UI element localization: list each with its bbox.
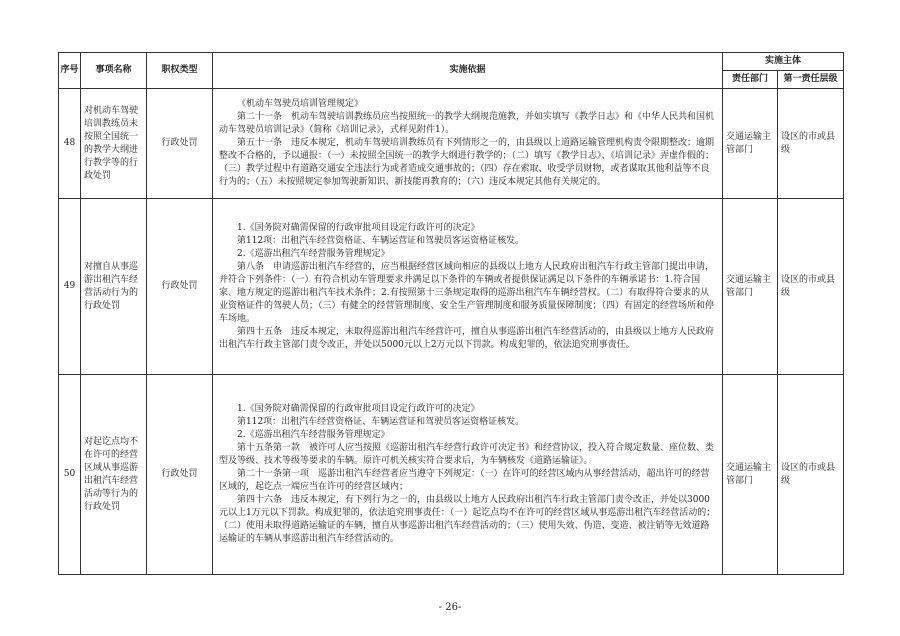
row-category: 行政处罚 [147,89,213,199]
col-header-subject: 实施主体 [723,53,844,71]
basis-paragraph: 第八条 申请巡游出租汽车经营的，应当根据经营区域向相应的县级以上地方人民政府出租汽车行政主管部门提出申请，并符合下列条件：（一）有符合机动车管理要求并满足以下条件的车辆或者提供保证满足以下条件的车辆承诺书：1.符合国家、地方规定的巡游出租汽车技术条件；2.有按照第十三条规定取得的巡游出租汽车车辆经营权。（二）有取得符合要求的从业资格证件的驾驶人员；（三）有健全的经营管理制度、安全生产管理制度和服务质量保障制度；（四）有固定的经营场所和停车场地。 [219,261,715,324]
permission-table [58,52,844,575]
basis-paragraph: 第四十六条 违反本规定，有下列行为之一的，由县级以上地方人民政府出租汽车行政主管部门责令改正，并处以3000元以上1万元以下罚款。构成犯罪的，依法追究刑事责任：（一）起讫点均不在许可的经营区域从事巡游出租汽车经营活动的；（二）使用未取得道路运输证的车辆，擅自从事巡游出租汽车经营活动的；（三）使用失效、伪造、变造、被注销等无效道路运输证的车辆从事巡游出租汽车经营活动的。 [219,495,716,544]
table-row [59,199,844,375]
row-basis [213,375,723,575]
col-header-basis: 实施依据 [213,53,723,89]
row-item-name: 对擅自从事巡游出租汽车经营活动行为的行政处罚 [81,199,147,375]
row-seq: 48 [59,89,81,199]
col-header-seq: 序号 [59,53,81,89]
row-basis [213,199,723,375]
row-item-name: 对机动车驾驶培训教练员未按照全国统一的教学大纲进行教学等的行政处罚 [81,89,147,199]
col-header-item-name: 事项名称 [81,53,147,89]
basis-paragraph: 第四十五条 违反本规定，未取得巡游出租汽车经营许可，擅自从事巡游出租汽车经营活动的，由县级以上地方人民政府出租汽车行政主管部门责令改正，并处以5000元以上2万元以下罚款。构成犯罪的，依法追究刑事责任。 [219,326,715,350]
basis-paragraph: 第112项：出租汽车经营资格证、车辆运营证和驾驶员客运资格证核发。 [237,235,525,246]
basis-paragraph: 第五十一条 违反本规定，机动车驾驶培训教练员有下列情形之一的，由县级以上道路运输管理机构责令限期整改；逾期整改不合格的，予以通报：（一）未按照全国统一的教学大纲进行教学的；（二）填写《教学日志》、《培训记录》弄虚作假的；（三）教学过程中有道路交通安全违法行为或者造成交通事故的；（四）存在索取、收受学员财物，或者谋取其他利益等不良行为的；（五）未按照规定参加驾驶新知识、新技能再教育的；（六）违反本规定其他有关规定的。 [219,138,715,187]
row-seq: 49 [59,199,81,375]
row-category: 行政处罚 [147,199,213,375]
basis-paragraph: 2.《巡游出租汽车经营服务管理规定》 [237,430,390,440]
row-dept: 交通运输主管部门 [723,199,778,375]
row-category: 行政处罚 [147,375,213,575]
col-header-dept: 责任部门 [723,71,778,89]
basis-paragraph: 第二十一条 机动车驾驶培训教练员应当按照统一的教学大纲规范施教，并如实填写《教学日志》和《中华人民共和国机动车驾驶员培训记录》（简称《培训记录》，式样见附件1）。 [219,112,715,135]
table-row [59,89,844,199]
basis-paragraph: 第112项：出租汽车经营资格证、车辆运营证和驾驶员客运资格证核发。 [237,417,525,427]
basis-paragraph: 2.《巡游出租汽车经营服务管理规定》 [237,248,390,259]
row-seq: 50 [59,375,81,575]
page-number: - 26- [438,602,462,613]
basis-paragraph: 1.《国务院对确需保留的行政审批项目设定行政许可的决定》 [237,222,480,233]
row-level: 设区的市或县级 [778,89,844,199]
basis-paragraph: 第十五条第一款 被许可人应当按照《巡游出租汽车经营行政许可决定书》和经营协议，投入符合规定数量、座位数、类型及等级、技术等级等要求的车辆。原许可机关核实符合要求后，为车辆核发《道路运输证》。 [219,443,715,466]
row-level: 设区的市或县级 [778,375,844,575]
table-row [59,375,844,575]
row-basis [213,89,723,199]
col-header-level: 第一责任层级 [778,71,844,89]
basis-paragraph: 第二十一条第一项 巡游出租汽车经营者应当遵守下列规定：（一）在许可的经营区域内从事经营活动，超出许可的经营区域的，起讫点一端应当在许可的经营区域内； [219,469,710,492]
basis-paragraph: 《机动车驾驶员培训管理规定》 [237,99,364,109]
row-dept: 交通运输主管部门 [723,89,778,199]
row-item-name: 对起讫点均不在许可的经营区域从事巡游出租汽车经营活动等行为的行政处罚 [81,375,147,575]
basis-paragraph: 1.《国务院对确需保留的行政审批项目设定行政许可的决定》 [237,404,480,414]
row-level: 设区的市或县级 [778,199,844,375]
col-header-category: 职权类型 [147,53,213,89]
row-dept: 交通运输主管部门 [723,375,778,575]
